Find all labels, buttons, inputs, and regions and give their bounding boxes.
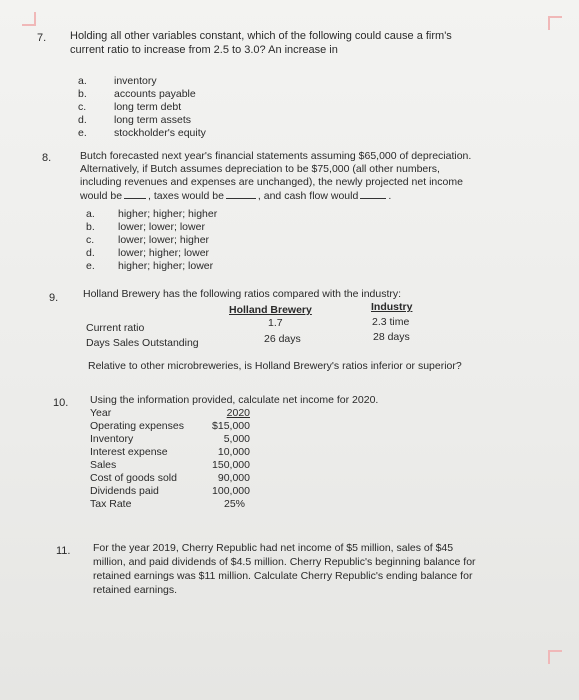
q10-row-cogs-value: 90,000	[217, 472, 250, 484]
q11-line3: retained earnings was $11 million. Calculate Cherry Republic's ending balance for	[93, 570, 473, 582]
q7-line1: Holding all other variables constant, which of the following could cause a firm's	[70, 30, 452, 42]
q10-row-dividends-label: Dividends paid	[90, 485, 159, 497]
q8-option-e-letter: e.	[86, 260, 95, 272]
q9-row1-label: Current ratio	[86, 322, 145, 334]
q8-option-d-text: lower; higher; lower	[118, 247, 210, 259]
q10-row-inventory-value: 5,000	[223, 433, 250, 445]
q8-line2: Alternatively, if Butch assumes depreciation to be $75,000 (all other numbers,	[80, 163, 440, 175]
q10-row-sales-label: Sales	[90, 459, 117, 471]
q7-number: 7.	[37, 32, 47, 44]
q9-row2-industry: 28 days	[373, 331, 410, 343]
q8-blank-cash-flow	[360, 189, 386, 199]
q10-row-tax-rate-value: 25%	[223, 498, 245, 510]
q8-option-a-letter: a.	[86, 208, 95, 220]
q8-line4-part1: would be	[80, 190, 123, 202]
q8-line3: including revenues and expenses are unchanged), the newly projected net income	[80, 176, 463, 188]
q9-number: 9.	[49, 292, 59, 304]
q8-option-b-letter: b.	[86, 221, 95, 233]
q11-number: 11.	[56, 545, 71, 557]
q7-option-e-letter: e.	[78, 127, 87, 139]
q9-row1-industry: 2.3 time	[372, 316, 410, 328]
scan-corner-top-left	[22, 12, 36, 26]
q8-line4-part4: .	[388, 190, 392, 202]
q8-option-e-text: higher; higher; lower	[118, 260, 214, 272]
q9-row2-company: 26 days	[264, 333, 301, 345]
q8-option-a-text: higher; higher; higher	[118, 208, 218, 220]
q8-option-b-text: lower; lower; lower	[118, 221, 205, 233]
q8-line4	[80, 189, 391, 203]
q7-line2: current ratio to increase from 2.5 to 3.0? An increase in	[70, 44, 338, 56]
q9-row1-company: 1.7	[268, 317, 283, 329]
q10-header-label: Year	[90, 407, 112, 419]
q8-line1: Butch forecasted next year's financial statements assuming $65,000 of depreciation.	[80, 150, 472, 162]
q10-row-operating-expenses-label: Operating expenses	[90, 420, 184, 432]
q8-line4-part2: , taxes would be	[148, 190, 224, 202]
q8-blank-net-income	[124, 189, 146, 199]
q10-row-sales-value: 150,000	[212, 459, 250, 471]
q8-blank-taxes	[226, 189, 256, 199]
q7-option-b-text: accounts payable	[114, 88, 196, 100]
scan-corner-top-right	[548, 16, 562, 30]
q7-option-e-text: stockholder's equity	[114, 127, 206, 139]
q8-option-c-letter: c.	[86, 234, 95, 246]
q9-header-company: Holland Brewery	[229, 304, 312, 316]
q9-header-industry: Industry	[371, 301, 413, 313]
q11-line4: retained earnings.	[93, 584, 178, 596]
scan-corner-bottom-right	[548, 650, 562, 664]
q7-option-a-text: inventory	[114, 75, 157, 87]
q7-option-c-text: long term debt	[114, 101, 182, 113]
q10-header-year: 2020	[226, 407, 250, 419]
q9-row2-label: Days Sales Outstanding	[86, 337, 199, 349]
q8-option-c-text: lower; lower; higher	[118, 234, 210, 246]
q10-number: 10.	[53, 397, 69, 409]
q10-row-dividends-value: 100,000	[212, 485, 250, 497]
q10-row-inventory-label: Inventory	[90, 433, 134, 445]
q7-option-b-letter: b.	[78, 88, 87, 100]
q8-line4-part3: , and cash flow would	[257, 190, 359, 202]
q7-option-a-letter: a.	[78, 75, 87, 87]
q7-option-c-letter: c.	[78, 101, 87, 113]
q10-row-interest-expense-value: 10,000	[217, 446, 250, 458]
q9-intro: Holland Brewery has the following ratios compared with the industry:	[83, 288, 402, 300]
q9-question: Relative to other microbreweries, is Holland Brewery's ratios inferior or superior?	[88, 360, 462, 372]
q10-row-operating-expenses-value: $15,000	[212, 420, 250, 432]
q7-option-d-text: long term assets	[114, 114, 192, 126]
q11-line2: million, and paid dividends of $4.5 million. Cherry Republic's beginning balance for	[93, 556, 476, 568]
q10-row-cogs-label: Cost of goods sold	[90, 472, 177, 484]
q10-intro: Using the information provided, calculate net income for 2020.	[90, 394, 379, 406]
q7-option-d-letter: d.	[78, 114, 87, 126]
q8-option-d-letter: d.	[86, 247, 95, 259]
q10-row-interest-expense-label: Interest expense	[90, 446, 168, 458]
q11-line1: For the year 2019, Cherry Republic had net income of $5 million, sales of $45	[93, 542, 454, 554]
q8-number: 8.	[42, 152, 52, 164]
q10-row-tax-rate-label: Tax Rate	[90, 498, 132, 510]
